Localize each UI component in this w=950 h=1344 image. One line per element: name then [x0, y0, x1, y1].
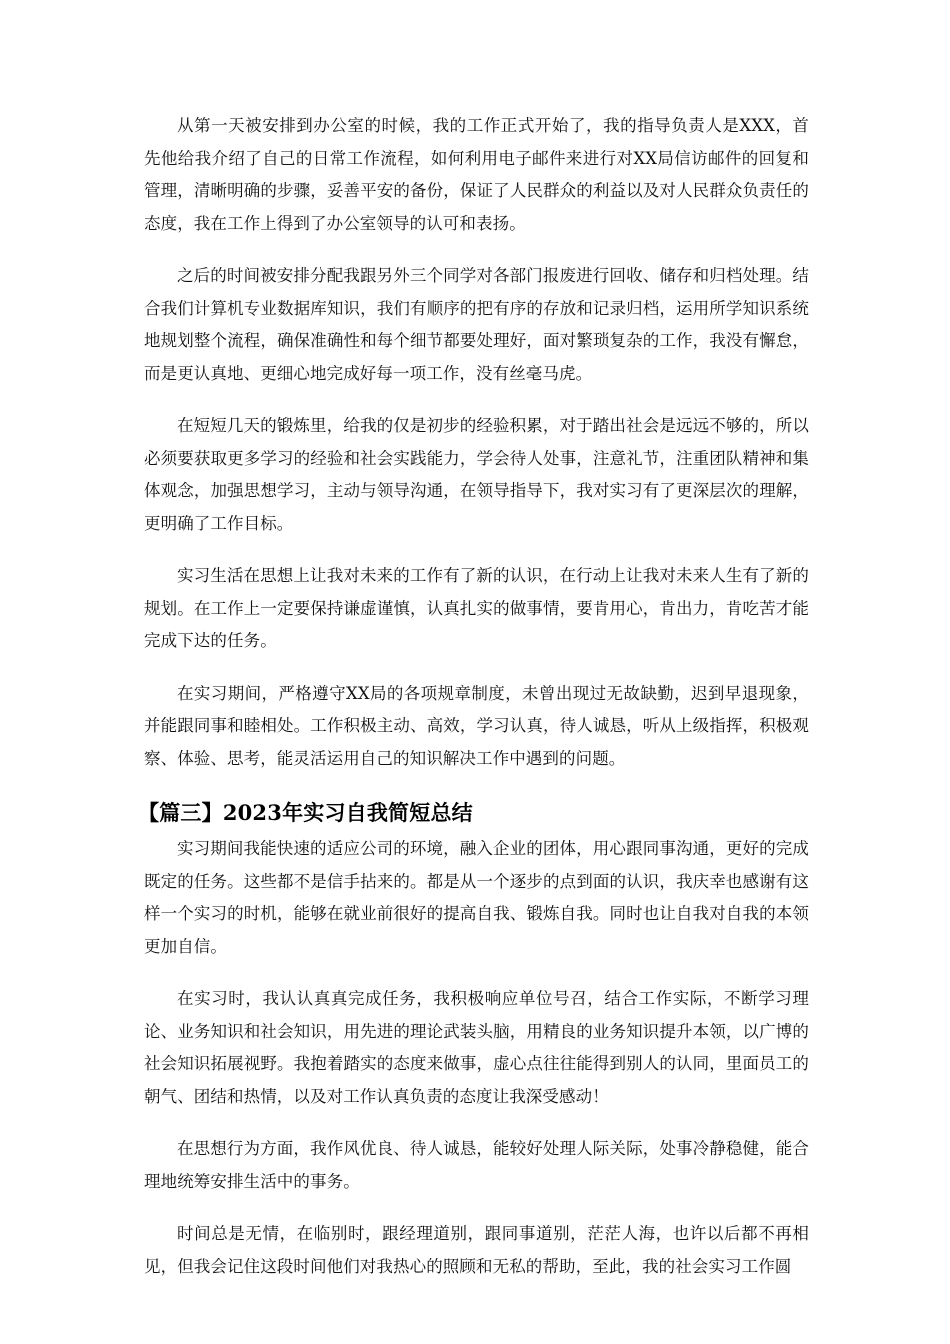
paragraph: 时间总是无情，在临别时，跟经理道别，跟同事道别，茫茫人海，也许以后都不再相见，但我会记住这段时间他们对我热心的照顾和无私的帮助，至此，我的社会实习工作圆 — [144, 1224, 809, 1276]
document-body — [138, 110, 809, 1303]
paragraph: 在思想行为方面，我作风优良、待人诚恳，能较好处理人际关际，处事冷静稳健，能合理地统筹安排生活中的事务。 — [144, 1139, 809, 1191]
section-heading-year: 2023 — [222, 800, 283, 825]
section-heading-title: 年实习自我简短总结 — [282, 801, 473, 825]
section-heading-prefix: 【篇三】 — [138, 801, 223, 825]
paragraph: 实习生活在思想上让我对未来的工作有了新的认识，在行动上让我对未来人生有了新的规划。在工作上一定要保持谦虚谨慎，认真扎实的做事情，要肯用心，肯出力，肯吃苦才能完成下达的任务。 — [144, 566, 809, 650]
paragraph: 在实习时，我认认真真完成任务，我积极响应单位号召，结合工作实际，不断学习理论、业务知识和社会知识，用先进的理论武装头脑，用精良的业务知识提升本领，以广博的社会知识拓展视野。我抱着踏实的态度来做事，虚心点往往能得到别人的认同，里面员工的朝气、团结和热情，以及对工作认真负责的态度让我深受感动！ — [144, 989, 809, 1106]
paragraph: 之后的时间被安排分配我跟另外三个同学对各部门报废进行回收、储存和归档处理。结合我们计算机专业数据库知识，我们有顺序的把有序的存放和记录归档，运用所学知识系统地规划整个流程，确保准确性和每个细节都要处理好，面对繁琐复杂的工作，我没有懈怠，而是更认真地、更细心地完成好每一项工作，没有丝毫马虎。 — [144, 266, 809, 383]
section-heading — [138, 795, 809, 831]
paragraph: 实习期间我能快速的适应公司的环境，融入企业的团体，用心跟同事沟通，更好的完成既定的任务。这些都不是信手拈来的。都是从一个逐步的点到面的认识，我庆幸也感谢有这样一个实习的时机，能够在就业前很好的提高自我、锻炼自我。同时也让自我对自我的本领更加自信。 — [144, 839, 809, 956]
paragraph: 从第一天被安排到办公室的时候，我的工作正式开始了，我的指导负责人是XXX，首先他给我介绍了自己的日常工作流程，如何利用电子邮件来进行对XX局信访邮件的回复和管理，清晰明确的步骤，妥善平安的备份，保证了人民群众的利益以及对人民群众负责任的态度，我在工作上得到了办公室领导的认可和表扬。 — [144, 116, 809, 233]
paragraph: 在短短几天的锻炼里，给我的仅是初步的经验积累，对于踏出社会是远远不够的，所以必须要获取更多学习的经验和社会实践能力，学会待人处事，注意礼节，注重团队精神和集体观念，加强思想学习，主动与领导沟通，在领导指导下，我对实习有了更深层次的理解，更明确了工作目标。 — [144, 416, 809, 533]
paragraph: 在实习期间，严格遵守XX局的各项规章制度，未曾出现过无故缺勤，迟到早退现象，并能跟同事和睦相处。工作积极主动、高效，学习认真，待人诚恳，听从上级指挥，积极观察、体验、思考，能灵活运用自己的知识解决工作中遇到的问题。 — [144, 683, 809, 768]
